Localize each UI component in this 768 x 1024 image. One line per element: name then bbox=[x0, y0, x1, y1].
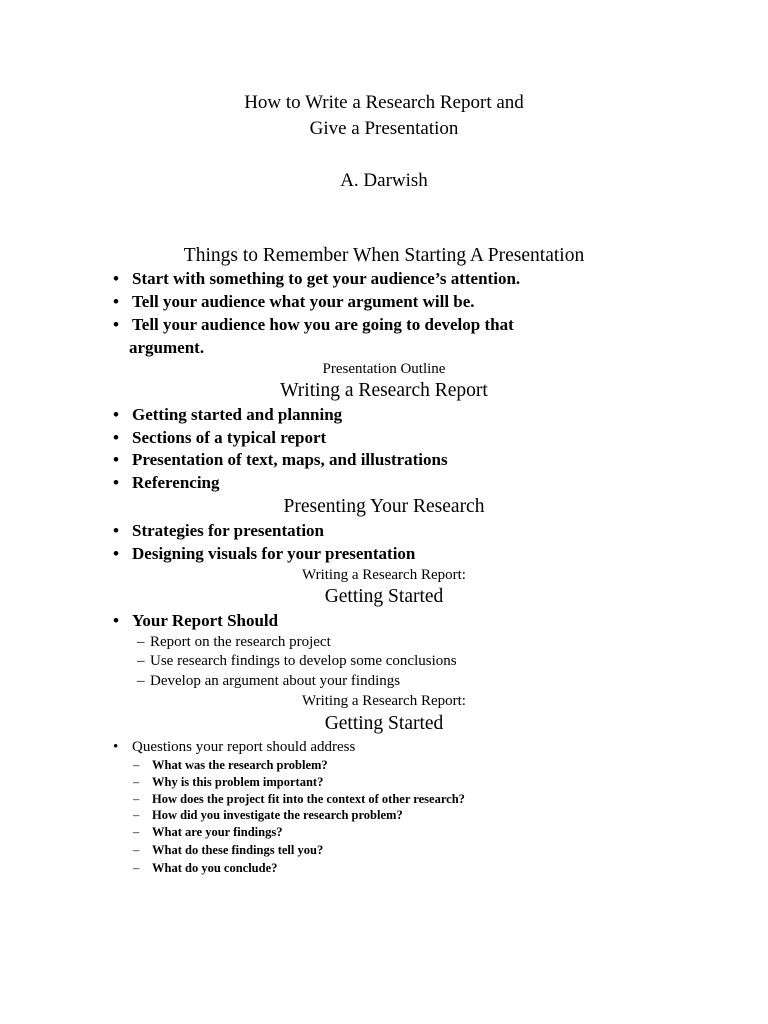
section4-bullet bbox=[113, 610, 278, 632]
section2-bullet-4 bbox=[113, 472, 220, 494]
dash-glyph: – bbox=[133, 775, 140, 789]
section5-dash-5-text: What are your findings? bbox=[152, 825, 283, 839]
section2-bullet-4-text: Referencing bbox=[132, 473, 220, 492]
bullet-glyph: • bbox=[113, 521, 119, 540]
section3-heading: Presenting Your Research bbox=[283, 496, 485, 517]
section2-subhead: Presentation Outline bbox=[322, 361, 446, 377]
section5-dash-4-text: How did you investigate the research problem? bbox=[152, 808, 403, 822]
section1-bullet-3-continuation: argument. bbox=[129, 338, 205, 357]
dash-glyph: – bbox=[133, 861, 140, 875]
dash-glyph: – bbox=[133, 758, 140, 772]
section5-dash-6 bbox=[133, 842, 323, 858]
section5-dash-3 bbox=[133, 791, 465, 807]
section3-bullet-2 bbox=[113, 543, 415, 565]
bullet-glyph: • bbox=[113, 405, 119, 424]
section3-bullet-1-text: Strategies for presentation bbox=[132, 521, 325, 540]
section4-heading: Getting Started bbox=[324, 586, 444, 607]
dash-glyph: – bbox=[133, 825, 140, 839]
section2-bullet-2 bbox=[113, 427, 326, 449]
bullet-glyph: • bbox=[113, 450, 119, 469]
bullet-glyph: • bbox=[113, 428, 119, 447]
section1-bullet-1 bbox=[113, 268, 520, 290]
doc-title-line1: How to Write a Research Report and bbox=[244, 92, 524, 113]
section5-dash-7 bbox=[133, 860, 277, 876]
dash-glyph: – bbox=[137, 673, 145, 689]
section5-dash-1 bbox=[133, 757, 328, 773]
section1-bullet-1-text: Start with something to get your audience’s attention. bbox=[132, 269, 521, 288]
section4-bullet-text: Your Report Should bbox=[132, 611, 279, 630]
section4-dash-2 bbox=[137, 651, 457, 671]
section1-bullet-3 bbox=[113, 314, 514, 336]
bullet-glyph: • bbox=[113, 315, 119, 334]
section5-dash-2-text: Why is this problem important? bbox=[152, 775, 324, 789]
section4-dash-1-text: Report on the research project bbox=[150, 634, 331, 650]
section2-bullet-2-text: Sections of a typical report bbox=[132, 428, 327, 447]
section2-bullet-3 bbox=[113, 449, 448, 471]
bullet-glyph: • bbox=[113, 739, 119, 755]
bullet-glyph: • bbox=[113, 269, 119, 288]
section5-bullet-text: Questions your report should address bbox=[132, 739, 356, 755]
section1-heading: Things to Remember When Starting A Presentation bbox=[183, 245, 585, 266]
section4-dash-3 bbox=[137, 671, 400, 691]
doc-title-line2: Give a Presentation bbox=[309, 118, 459, 139]
section2-bullet-1 bbox=[113, 404, 342, 426]
dash-glyph: – bbox=[133, 792, 140, 806]
bullet-glyph: • bbox=[113, 611, 119, 630]
section3-bullet-1 bbox=[113, 520, 324, 542]
bullet-glyph: • bbox=[113, 292, 119, 311]
section3-bullet-2-text: Designing visuals for your presentation bbox=[132, 544, 416, 563]
section4-dash-2-text: Use research findings to develop some conclusions bbox=[150, 653, 457, 669]
section2-bullet-3-text: Presentation of text, maps, and illustrations bbox=[132, 450, 448, 469]
dash-glyph: – bbox=[137, 634, 145, 650]
section4-dash-3-text: Develop an argument about your findings bbox=[150, 673, 401, 689]
section2-bullet-1-text: Getting started and planning bbox=[132, 405, 343, 424]
section5-dash-3-text: How does the project fit into the context of other research? bbox=[152, 792, 465, 806]
section1-bullet-2-text: Tell your audience what your argument will be. bbox=[132, 292, 475, 311]
section4-dash-1 bbox=[137, 632, 331, 652]
section5-dash-4 bbox=[133, 807, 403, 823]
section5-heading: Getting Started bbox=[324, 713, 444, 734]
section5-subhead: Writing a Research Report: bbox=[302, 693, 466, 709]
section5-bullet bbox=[113, 737, 355, 757]
section2-heading: Writing a Research Report bbox=[280, 380, 488, 401]
doc-author: A. Darwish bbox=[340, 170, 428, 191]
dash-glyph: – bbox=[137, 653, 145, 669]
section5-dash-1-text: What was the research problem? bbox=[152, 758, 328, 772]
dash-glyph: – bbox=[133, 808, 140, 822]
bullet-glyph: • bbox=[113, 544, 119, 563]
section5-dash-6-text: What do these findings tell you? bbox=[152, 843, 324, 857]
section5-dash-2 bbox=[133, 774, 323, 790]
section1-bullet-2 bbox=[113, 291, 475, 313]
section5-dash-7-text: What do you conclude? bbox=[152, 861, 278, 875]
section5-dash-5 bbox=[133, 824, 282, 840]
section1-bullet-3-text: Tell your audience how you are going to develop that bbox=[132, 315, 514, 334]
bullet-glyph: • bbox=[113, 473, 119, 492]
section4-subhead: Writing a Research Report: bbox=[302, 567, 466, 583]
dash-glyph: – bbox=[133, 843, 140, 857]
